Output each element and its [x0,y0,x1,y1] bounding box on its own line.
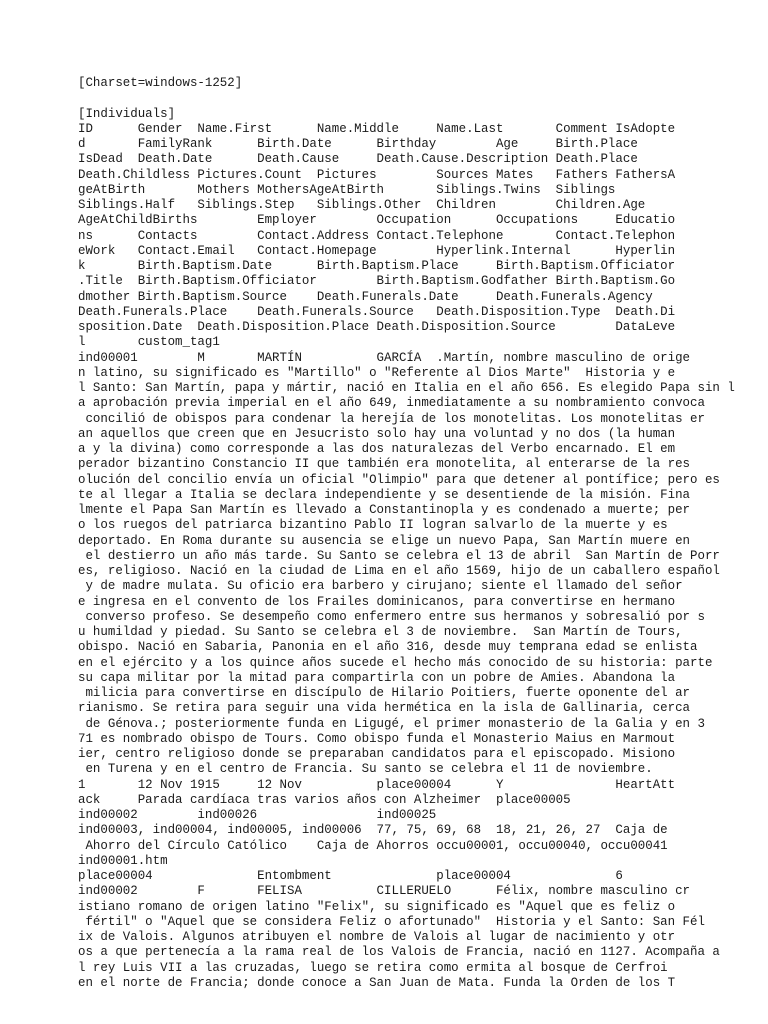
text-line: an aquellos que creen que en Jesucristo solo hay una voluntad y no dos (la human [78,426,676,441]
text-line: place00004 Entombment place00004 6 [78,869,623,883]
text-line: Death.Funerals.Place Death.Funerals.Source Death.Disposition.Type Death.Di [78,304,676,319]
text-line: IsDead Death.Date Death.Cause Death.Cause.Description Death.Place [78,152,638,167]
text-line: Death.Childless Pictures.Count Pictures Sources Mates Fathers FathersA [78,167,676,182]
text-line: l Santo: San Martín, papa y mártir, nació en Italia en el año 656. Es elegido Papa sin l [78,381,735,395]
text-line: obispo. Nació en Sabaria, Panonia en el año 316, desde muy temprana edad se enlista [78,640,698,655]
text-line: eWork Contact.Email Contact.Homepage Hyperlink.Internal Hyperlin [78,243,676,258]
text-line: ind00002 ind00026 ind00025 [78,808,437,822]
text-line: converso profeso. Se desempeño como enfermero entre sus hermanos y sobresalió por s [78,609,705,624]
text-line: deportado. En Roma durante su ausencia se elige un nuevo Papa, San Martín muere en [78,533,691,548]
text-line: ind00001 M MARTÍN GARCÍA .Martín, nombre masculino de orige [78,350,691,365]
text-line: en el norte de Francia; donde conoce a San Juan de Mata. Funda la Orden de los T [78,975,676,990]
text-line: es, religioso. Nació en la ciudad de Lima en el año 1569, hijo de un caballero español [78,564,720,578]
text-line: geAtBirth Mothers MothersAgeAtBirth Siblings.Twins Siblings [78,182,616,197]
text-line: ID Gender Name.First Name.Middle Name.Last Comment IsAdopte [78,121,676,136]
text-line: n latino, su significado es "Martillo" o "Referente al Dios Marte" Historia y e [78,365,676,380]
text-line: a y la divina) como corresponde a las dos naturalezas del Verbo encarnado. El em [78,442,676,456]
text-line: en el ejército y a los quince años sucede el hecho más conocido de su historia: parte [78,655,713,670]
text-line: Siblings.Half Siblings.Step Siblings.Other Children Children.Age [78,198,646,212]
text-line: l rey Luis VII a las cruzadas, luego se retira como ermita al bosque de Cerfroi [78,960,668,975]
text-line: perador bizantino Constancio II que también era monotelita, al enterarse de la res [78,457,691,472]
text-line: ix de Valois. Algunos atribuyen el nombre de Valois al lugar de nacimiento y otr [78,930,676,944]
text-line: y de madre mulata. Su oficio era barbero y cirujano; siente el llamado del señor [78,579,683,594]
text-line: os a que pertenecía a la rama real de los Valois de Francia, nació en 1127. Acompaña a [78,945,720,960]
text-line: [Charset=windows-1252] [78,76,243,90]
text-line: [Individuals] [78,106,176,121]
text-line: ind00002 F FELISA CILLERUELO Félix, nombre masculino cr [78,884,691,899]
text-line: rianismo. Se retira para seguir una vida hermética en la isla de Gallinaria, cerca [78,701,691,716]
text-line: de Génova.; posteriormente funda en Ligugé, el primer monasterio de la Galia y en 3 [78,716,705,731]
text-line: ier, centro religioso donde se preparaban candidatos para el episcopado. Misiono [78,747,676,761]
text-line: ack Parada cardíaca tras varios años con Alzheimer place00005 [78,792,571,807]
text-line: te al llegar a Italia se declara independiente y se desentiende de la misión. Fina [78,487,691,502]
text-line: dmother Birth.Baptism.Source Death.Funerals.Date Death.Funerals.Agency [78,289,653,304]
text-line: o los ruegos del patriarca bizantino Pablo II logran salvarlo de la muerte y es [78,518,668,533]
text-line: lmente el Papa San Martín es llevado a Constantinopla y es condenado a muerte; per [78,503,691,517]
text-line: ind00003, ind00004, ind00005, ind00006 77, 75, 69, 68 18, 21, 26, 27 Caja de [78,823,668,838]
document-text [78,76,758,991]
text-line: su capa militar por la mitad para compartirla con un pobre de Amies. Abandona la [78,670,676,685]
text-line: ns Contacts Contact.Address Contact.Telephone Contact.Telephon [78,228,676,243]
text-line [78,91,758,106]
text-line: k Birth.Baptism.Date Birth.Baptism.Place Birth.Baptism.Officiator [78,259,676,273]
text-line: sposition.Date Death.Disposition.Place Death.Disposition.Source DataLeve [78,320,676,334]
text-line: l custom_tag1 [78,335,220,350]
text-line: milicia para convertirse en discípulo de Hilario Poitiers, fuerte oponente del ar [78,686,691,700]
text-line: u humildad y piedad. Su Santo se celebra el 3 de noviembre. San Martín de Tours, [78,625,683,639]
text-line: d FamilyRank Birth.Date Birthday Age Birth.Place [78,137,638,151]
text-line: a aprobación previa imperial en el año 649, inmediatamente a su nombramiento convoca [78,396,705,411]
text-line: Ahorro del Círculo Católico Caja de Ahorros occu00001, occu00040, occu00041 [78,838,668,853]
text-line: fértil" o "Aquel que se considera Feliz o afortunado" Historia y el Santo: San Fél [78,914,705,929]
text-line: e ingresa en el convento de los Frailes dominicanos, para convertirse en hermano [78,594,676,609]
text-line: .Title Birth.Baptism.Officiator Birth.Baptism.Godfather Birth.Baptism.Go [78,274,676,289]
text-line: el destierro un año más tarde. Su Santo se celebra el 13 de abril San Martín de Porr [78,548,720,563]
text-line: ind00001.htm [78,853,168,868]
text-line: 71 es nombrado obispo de Tours. Como obispo funda el Monasterio Maius en Marmout [78,731,676,746]
text-line: en Turena y en el centro de Francia. Su santo se celebra el 11 de noviembre. [78,762,653,777]
text-line: olución del concilio envía un oficial "Olimpio" para que detener al pontífice; pero es [78,472,720,487]
text-line: AgeAtChildBirths Employer Occupation Occupations Educatio [78,213,676,228]
text-line: 1 12 Nov 1915 12 Nov place00004 Y HeartAtt [78,777,676,792]
text-line: istiano romano de origen latino "Felix", su significado es "Aquel que es feliz o [78,899,676,914]
text-line: concilió de obispos para condenar la herejía de los monotelitas. Los monotelitas er [78,411,705,426]
